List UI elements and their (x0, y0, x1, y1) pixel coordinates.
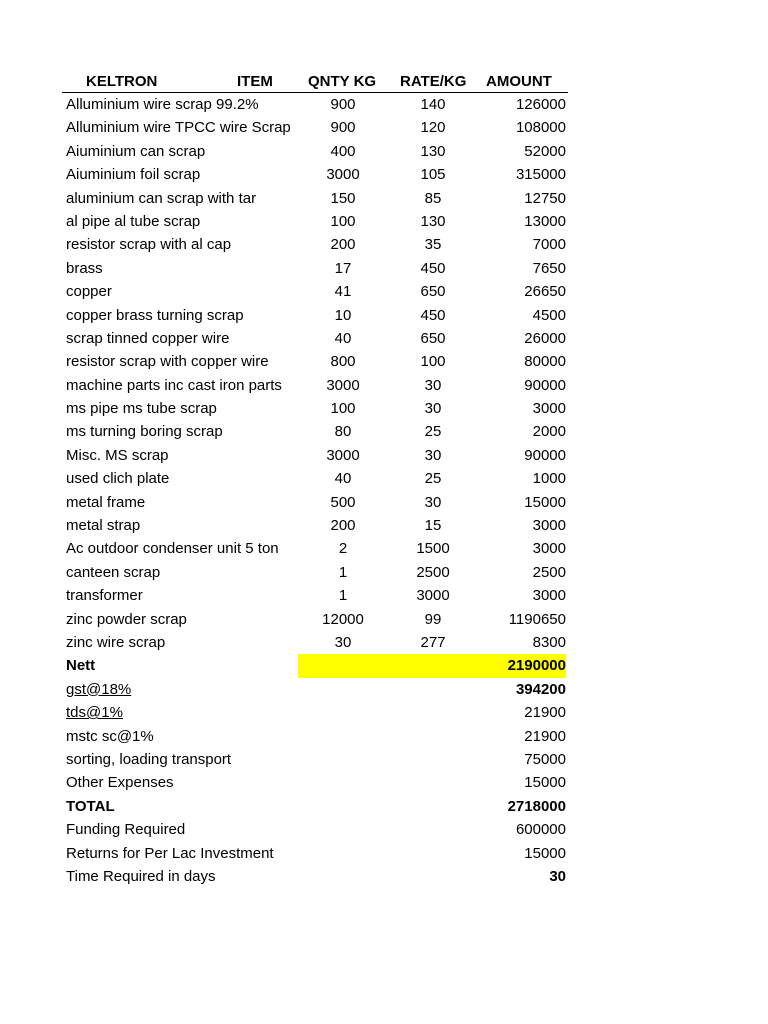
header-rate: RATE/KG (400, 73, 467, 90)
table-row (62, 491, 568, 514)
qty-cell: 17 (334, 259, 352, 277)
qty-cell: 800 (330, 353, 356, 371)
amount-cell: 8300 (532, 633, 566, 651)
amount-cell: 15000 (524, 493, 566, 511)
table-row (62, 397, 568, 420)
item-cell: zinc wire scrap (66, 633, 166, 651)
rate-cell: 130 (420, 212, 446, 230)
sorting-label: sorting, loading transport (66, 750, 232, 768)
item-cell: zinc powder scrap (66, 610, 187, 628)
table-row (62, 327, 568, 350)
item-cell: Alluminium wire scrap 99.2% (66, 96, 259, 113)
table-row (62, 561, 568, 584)
rate-cell: 30 (424, 493, 442, 511)
item-cell: transformer (66, 587, 143, 605)
header-keltron: KELTRON (86, 73, 158, 90)
item-cell: resistor scrap with al cap (66, 236, 232, 254)
qty-cell: 200 (330, 517, 356, 535)
item-cell: Ac outdoor condenser unit 5 ton (66, 540, 279, 558)
item-cell: ms turning boring scrap (66, 423, 223, 441)
rate-cell: 450 (420, 306, 446, 324)
amount-cell: 2500 (532, 563, 566, 581)
tds-label: tds@1% (66, 704, 123, 722)
qty-cell: 80 (334, 423, 352, 441)
header-item: ITEM (237, 73, 273, 90)
summary-row-sorting (62, 748, 568, 771)
table-row (62, 631, 568, 654)
table-row (62, 514, 568, 537)
summary-row-other (62, 771, 568, 794)
item-rows (62, 93, 568, 654)
rate-cell: 99 (424, 610, 442, 628)
qty-cell: 40 (334, 329, 352, 347)
rate-cell: 2500 (416, 563, 450, 581)
tds-amount: 21900 (524, 704, 566, 722)
amount-cell: 315000 (515, 166, 566, 184)
amount-cell: 7000 (532, 236, 566, 254)
gst-amount: 394200 (515, 680, 566, 698)
amount-cell: 4500 (532, 306, 566, 324)
qty-cell: 41 (334, 283, 352, 301)
mstc-amount: 21900 (524, 727, 566, 745)
table-row (62, 163, 568, 186)
summary-row-tds (62, 701, 568, 724)
table-row (62, 233, 568, 256)
amount-cell: 3000 (532, 400, 566, 418)
rate-cell: 140 (420, 96, 446, 113)
qty-cell: 100 (330, 400, 356, 418)
qty-cell: 900 (330, 96, 356, 113)
amount-cell: 80000 (524, 353, 566, 371)
sorting-amount: 75000 (524, 750, 566, 768)
rate-cell: 130 (420, 142, 446, 160)
item-cell: resistor scrap with copper wire (66, 353, 269, 371)
table-row (62, 420, 568, 443)
qty-cell: 3000 (326, 376, 360, 394)
item-cell: metal strap (66, 517, 141, 535)
rate-cell: 650 (420, 283, 446, 301)
item-cell: al pipe al tube scrap (66, 212, 201, 230)
rate-cell: 3000 (416, 587, 450, 605)
table-row (62, 350, 568, 373)
qty-cell: 30 (334, 633, 352, 651)
amount-cell: 90000 (524, 446, 566, 464)
item-cell: used clich plate (66, 470, 170, 488)
table-row (62, 210, 568, 233)
header-row (62, 70, 568, 93)
rate-cell: 120 (420, 119, 446, 137)
table-row (62, 140, 568, 163)
rate-cell: 25 (424, 423, 442, 441)
qty-cell: 40 (334, 470, 352, 488)
table-row (62, 116, 568, 139)
gst-label: gst@18% (66, 680, 132, 698)
rate-cell: 100 (420, 353, 446, 371)
header-amount: AMOUNT (486, 73, 552, 90)
table-row (62, 304, 568, 327)
qty-cell: 900 (330, 119, 356, 137)
item-cell: Aiuminium foil scrap (66, 166, 201, 184)
amount-cell: 3000 (532, 587, 566, 605)
amount-cell: 2000 (532, 423, 566, 441)
amount-cell: 3000 (532, 540, 566, 558)
table-row (62, 537, 568, 560)
mstc-label: mstc sc@1% (66, 727, 154, 745)
rate-cell: 105 (420, 166, 446, 184)
rate-cell: 30 (424, 376, 442, 394)
qty-cell: 500 (330, 493, 356, 511)
item-cell: brass (66, 259, 103, 277)
table-row (62, 444, 568, 467)
nett-amount: 2190000 (507, 657, 566, 675)
qty-cell: 2 (338, 540, 348, 558)
scrap-sheet (62, 70, 568, 888)
amount-cell: 1190650 (508, 610, 566, 628)
returns-label: Returns for Per Lac Investment (66, 844, 274, 862)
amount-cell: 108000 (515, 119, 566, 137)
other-label: Other Expenses (66, 774, 174, 792)
qty-cell: 3000 (326, 446, 360, 464)
item-cell: metal frame (66, 493, 146, 511)
returns-amount: 15000 (524, 844, 566, 862)
qty-cell: 100 (330, 212, 356, 230)
qty-cell: 1 (338, 587, 348, 605)
qty-cell: 200 (330, 236, 356, 254)
table-row (62, 608, 568, 631)
summary-row-time (62, 865, 568, 888)
rate-cell: 35 (424, 236, 442, 254)
rate-cell: 450 (420, 259, 446, 277)
rate-cell: 1500 (416, 540, 450, 558)
total-label: TOTAL (66, 797, 115, 815)
item-cell: canteen scrap (66, 563, 161, 581)
table-row (62, 93, 568, 116)
time-label: Time Required in days (66, 867, 216, 885)
amount-cell: 3000 (532, 517, 566, 535)
summary-row-mstc (62, 725, 568, 748)
total-amount: 2718000 (507, 797, 566, 815)
funding-amount: 600000 (515, 821, 566, 839)
header-qty: QNTY KG (308, 73, 377, 90)
item-cell: aluminium can scrap with tar (66, 189, 257, 207)
amount-cell: 12750 (524, 189, 566, 207)
table-row (62, 467, 568, 490)
item-cell: machine parts inc cast iron parts (66, 376, 282, 394)
qty-cell: 1 (338, 563, 348, 581)
summary-row-funding (62, 818, 568, 841)
funding-label: Funding Required (66, 821, 186, 839)
table-row (62, 187, 568, 210)
amount-cell: 13000 (524, 212, 566, 230)
rate-cell: 277 (420, 633, 446, 651)
rate-cell: 650 (420, 329, 446, 347)
amount-cell: 26000 (524, 329, 566, 347)
table-row (62, 584, 568, 607)
item-cell: Aiuminium can scrap (66, 142, 206, 160)
rate-cell: 85 (424, 189, 442, 207)
qty-cell: 12000 (322, 610, 364, 628)
qty-cell: 3000 (326, 166, 360, 184)
rate-cell: 25 (424, 470, 442, 488)
amount-cell: 26650 (524, 283, 566, 301)
item-cell: copper (66, 283, 112, 301)
item-cell: scrap tinned copper wire (66, 329, 230, 347)
summary-row-gst (62, 678, 568, 701)
amount-cell: 52000 (524, 142, 566, 160)
qty-cell: 10 (334, 306, 352, 324)
nett-label: Nett (66, 657, 96, 675)
amount-cell: 7650 (532, 259, 566, 277)
item-cell: ms pipe ms tube scrap (66, 400, 217, 418)
time-amount: 30 (549, 867, 566, 885)
rate-cell: 30 (424, 446, 442, 464)
amount-cell: 1000 (532, 470, 566, 488)
item-cell: Misc. MS scrap (66, 446, 169, 464)
table-row (62, 280, 568, 303)
qty-cell: 400 (330, 142, 356, 160)
item-cell: Alluminium wire TPCC wire Scrap (66, 119, 291, 137)
summary-row-nett (62, 654, 568, 677)
rate-cell: 30 (424, 400, 442, 418)
summary-row-returns (62, 842, 568, 865)
table-row (62, 374, 568, 397)
amount-cell: 126000 (515, 96, 566, 113)
table-row (62, 257, 568, 280)
summary-row-total (62, 795, 568, 818)
item-cell: copper brass turning scrap (66, 306, 244, 324)
other-amount: 15000 (524, 774, 566, 792)
rate-cell: 15 (424, 517, 442, 535)
qty-cell: 150 (330, 189, 356, 207)
amount-cell: 90000 (524, 376, 566, 394)
